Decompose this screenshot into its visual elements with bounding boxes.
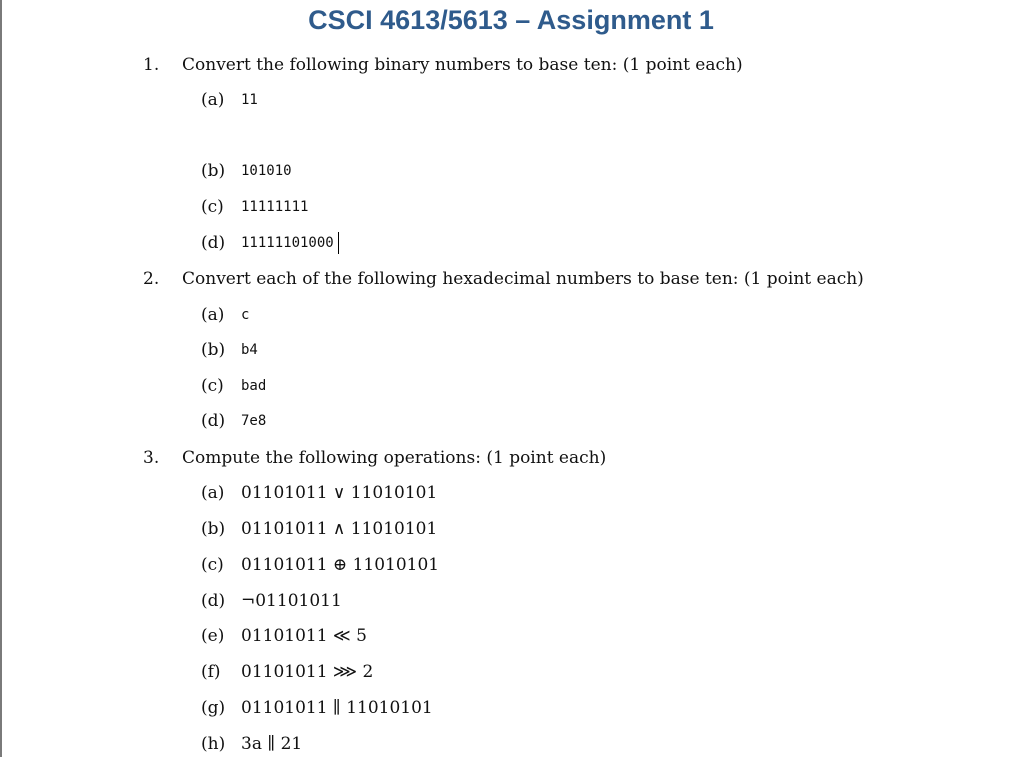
item-label: (b) (201, 161, 226, 181)
item-label: (a) (201, 483, 225, 503)
item-label: (g) (201, 698, 226, 718)
item-value: 7e8 (241, 413, 267, 429)
item-label: (c) (201, 376, 224, 396)
item-label: (a) (201, 90, 225, 110)
item-label: (b) (201, 519, 226, 539)
question-number: 2. (143, 269, 160, 289)
item-value: 01101011 ≪ 5 (241, 626, 367, 646)
item-label: (c) (201, 555, 224, 575)
item-label: (f) (201, 662, 221, 682)
item-label: (d) (201, 411, 226, 431)
item-value: 01101011 ⊕ 11010101 (241, 555, 440, 575)
item-value: 11111101000 (241, 235, 334, 251)
item-value: ¬01101011 (241, 591, 342, 611)
question-text: Convert the following binary numbers to base ten: (1 point each) (182, 55, 743, 75)
item-label: (e) (201, 626, 225, 646)
document-title: CSCI 4613/5613 – Assignment 1 (308, 5, 714, 35)
question-text: Compute the following operations: (1 point each) (182, 448, 607, 468)
item-label: (a) (201, 305, 225, 325)
text-cursor (338, 232, 339, 254)
item-value: 11 (241, 92, 258, 108)
item-value: bad (241, 378, 267, 394)
item-value: 01101011 ∧ 11010101 (241, 519, 438, 539)
question-text: Convert each of the following hexadecimal numbers to base ten: (1 point each) (182, 269, 864, 289)
item-value: 01101011 ∨ 11010101 (241, 483, 438, 503)
item-value: b4 (241, 342, 258, 358)
item-value: 01101011 ∥ 11010101 (241, 698, 433, 718)
page-edge (0, 0, 2, 757)
item-value: c (241, 307, 250, 323)
item-value: 101010 (241, 163, 292, 179)
item-value: 01101011 ⋙ 2 (241, 662, 374, 682)
item-value-with-cursor[interactable] (241, 232, 339, 254)
item-value: 3a ∥ 21 (241, 734, 303, 754)
item-label: (d) (201, 233, 226, 253)
item-label: (d) (201, 591, 226, 611)
item-label: (b) (201, 340, 226, 360)
item-label: (c) (201, 197, 224, 217)
item-value: 11111111 (241, 199, 309, 215)
question-number: 3. (143, 448, 160, 468)
item-label: (h) (201, 734, 226, 754)
question-number: 1. (143, 55, 160, 75)
